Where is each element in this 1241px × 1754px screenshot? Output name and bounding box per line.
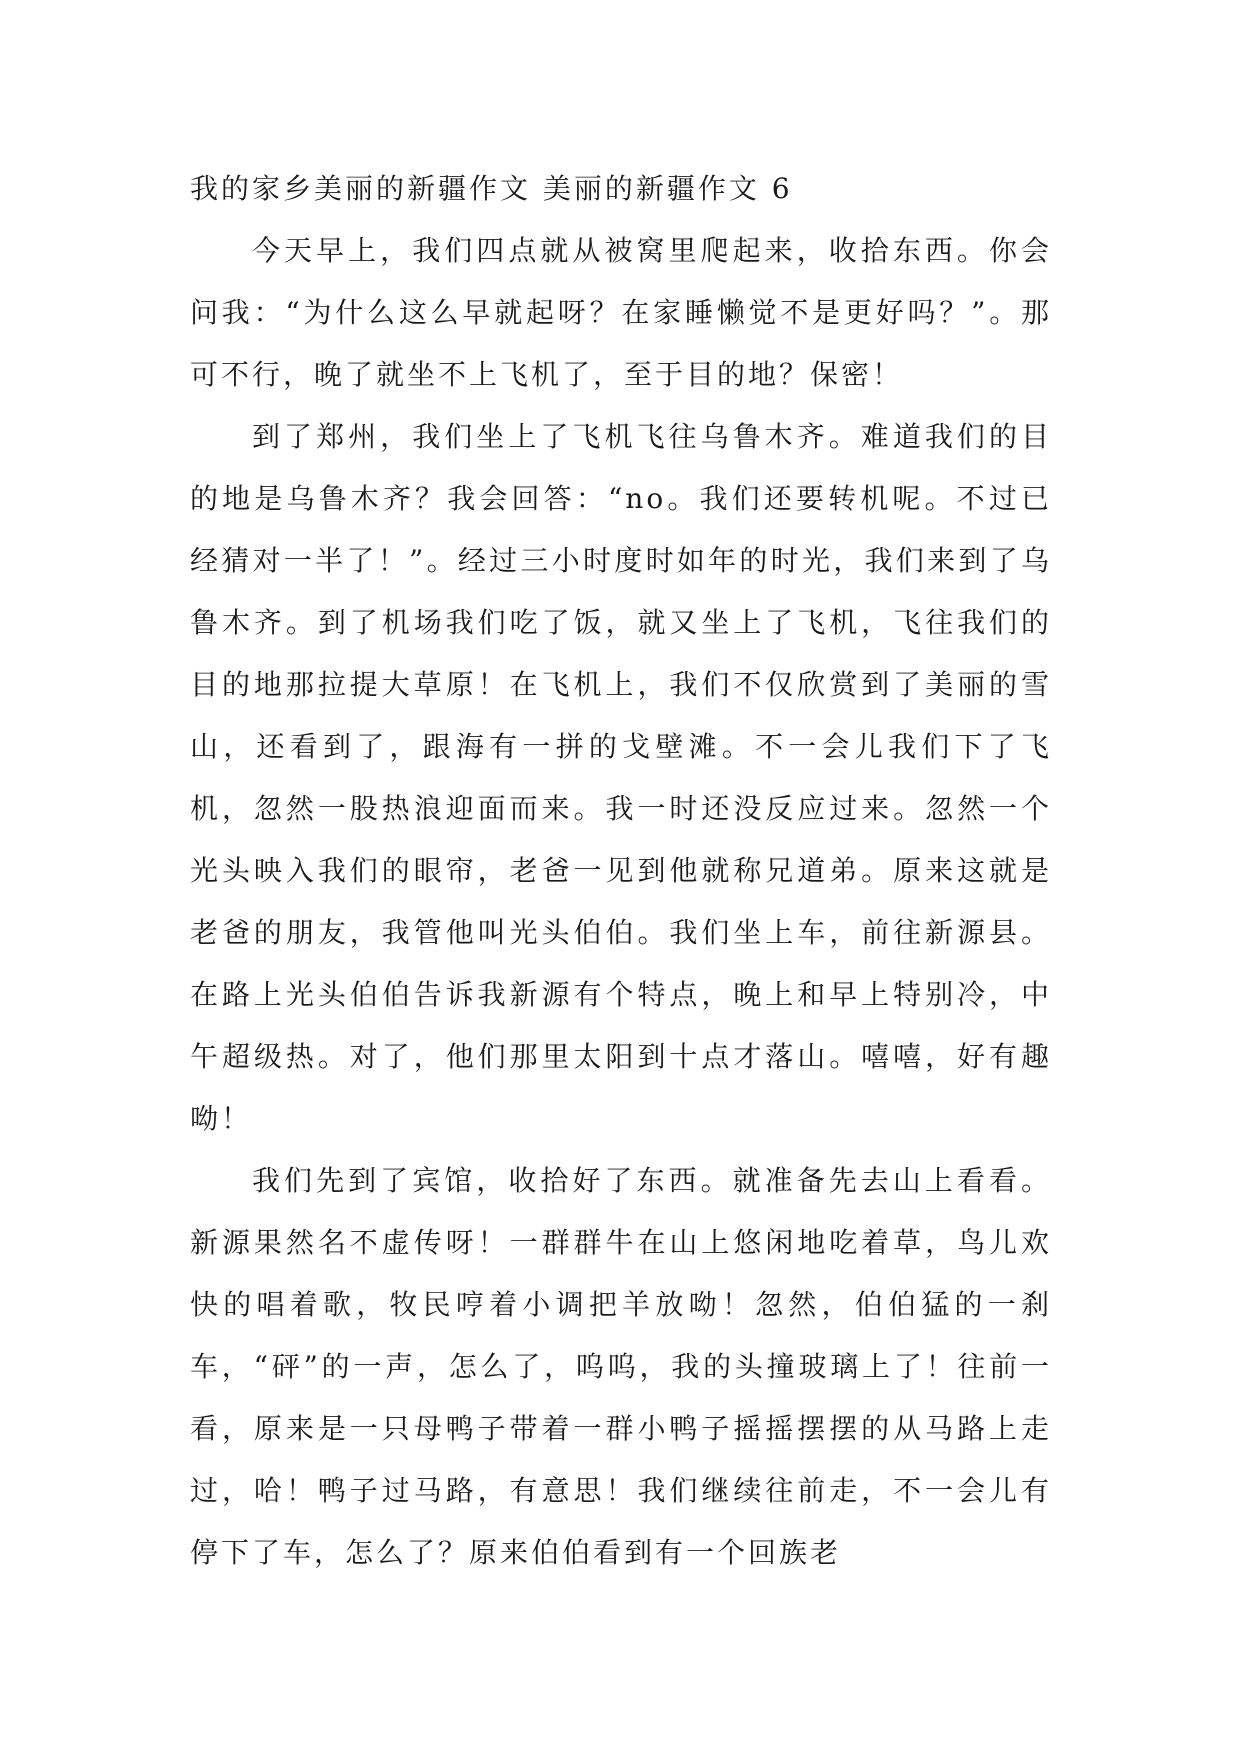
paragraph-1: 今天早上，我们四点就从被窝里爬起来，收拾东西。你会问我：“为什么这么早就起呀？在家睡懒觉不是更好吗？”。那可不行，晚了就坐不上飞机了，至于目的地？保密！ bbox=[190, 234, 1052, 391]
document-title: 我的家乡美丽的新疆作文 美丽的新疆作文 6 bbox=[190, 172, 793, 205]
paragraph-2: 到了郑州，我们坐上了飞机飞往乌鲁木齐。难道我们的目的地是乌鲁木齐？我会回答：“no。我们还要转机呢。不过已经猜对一半了！”。经过三小时度时如年的时光，我们来到了乌鲁木齐。到了机场我们吃了饭，就又坐上了飞机，飞往我们的目的地那拉提大草原！在飞机上，我们不仅欣赏到了美丽的雪山，还看到了，跟海有一拼的戈壁滩。不一会儿我们下了飞机，忽然一股热浪迎面而来。我一时还没反应过来。忽然一个光头映入我们的眼帘，老爸一见到他就称兄道弟。原来这就是老爸的朋友，我管他叫光头伯伯。我们坐上车，前往新源县。在路上光头伯伯告诉我新源有个特点，晚上和早上特别冷，中午超级热。对了，他们那里太阳到十点才落山。嘻嘻，好有趣呦！ bbox=[190, 420, 1052, 1135]
paragraph-3: 我们先到了宾馆，收拾好了东西。就准备先去山上看看。新源果然名不虚传呀！一群群牛在山上悠闲地吃着草，鸟儿欢快的唱着歌，牧民哼着小调把羊放呦！忽然，伯伯猛的一刹车，“砰”的一声，怎么了，呜呜，我的头撞玻璃上了！往前一看，原来是一只母鸭子带着一群小鸭子摇摇摆摆的从马路上走过，哈！鸭子过马路，有意思！我们继续往前走，不一会儿有停下了车，怎么了？原来伯伯看到有一个回族老 bbox=[190, 1164, 1052, 1569]
document-body bbox=[190, 158, 1052, 1584]
